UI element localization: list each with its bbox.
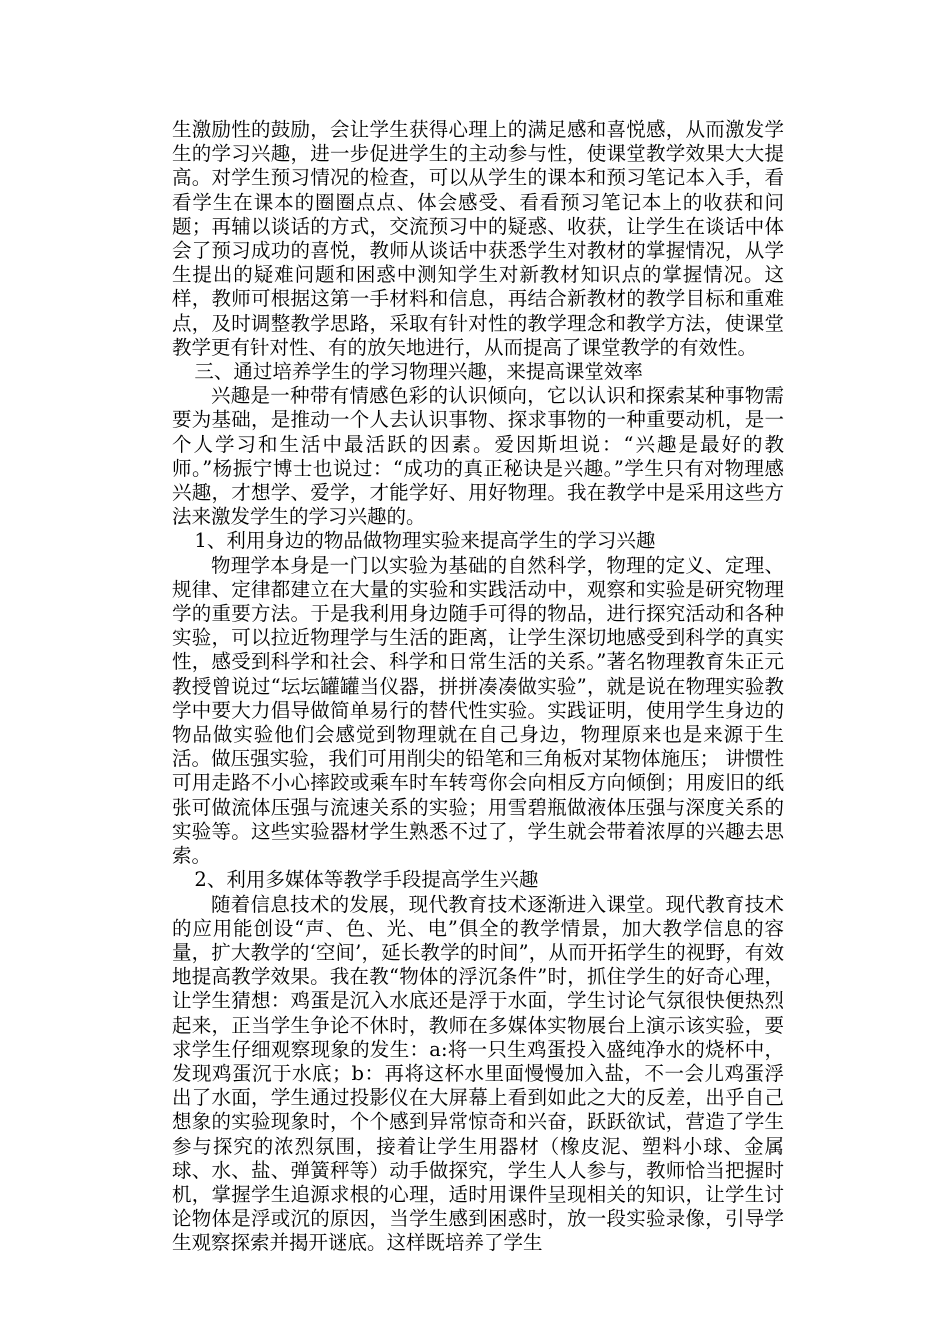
paragraph-interest: 兴趣是一种带有情感色彩的认识倾向，它以认识和探索某种事物需要为基础，是推动一个人去认识事物、探求事物的一种重要动机，是一个人学习和生活中最活跃的因素。爱因斯坦说：“兴趣是最好的教师。”杨振宁博士也说过：“成功的真正秘诀是兴趣。”学生只有对物理感兴趣，才想学、爱学，才能学好、用好物理。我在教学中是采用这些方法来激发学生的学习兴趣的。 [172, 384, 784, 529]
paragraph-multimedia: 随着信息技术的发展，现代教育技术逐渐进入课堂。现代教育技术的应用能创设“声、色、光、电”俱全的教学情景，加大教学信息的容量，扩大教学的‘空间’，延长教学的时间”，从而开拓学生的视野，有效地提高教学效果。我在教“物体的浮沉条件”时，抓住学生的好奇心理，让学生猜想：鸡蛋是沉入水底还是浮于水面，学生讨论气氛很快便热烈起来，正当学生争论不休时，教师在多媒体实物展台上演示该实验，要求学生仔细观察现象的发生：a:将一只生鸡蛋投入盛纯净水的烧杯中，发现鸡蛋沉于水底；b：再将这杯水里面慢慢加入盐，不一会儿鸡蛋浮出了水面，学生通过投影仪在大屏幕上看到如此之大的反差，出乎自己想象的实验现象时，个个感到异常惊奇和兴奋，跃跃欲试，营造了学生参与探究的浓烈氛围，接着让学生用器材（橡皮泥、塑料小球、金属球、水、盐、弹簧秤等）动手做探究，学生人人参与，教师恰当把握时机，掌握学生追源求根的心理，适时用课件呈现相关的知识，让学生讨论物体是浮或沉的原因，当学生感到困惑时，放一段实验录像，引导学生观察探索并揭开谜底。这样既培养了学生 [172, 892, 784, 1255]
section-heading-3: 三、通过培养学生的学习物理兴趣，来提高课堂效率 [194, 360, 643, 384]
subheading-1: 1、利用身边的物品做物理实验来提高学生的学习兴趣 [194, 529, 656, 553]
document-body [172, 118, 784, 1256]
subheading-2: 2、利用多媒体等教学手段提高学生兴趣 [194, 868, 539, 892]
paragraph-experiments: 物理学本身是一门以实验为基础的自然科学，物理的定义、定理、规律、定律都建立在大量的实验和实践活动中，观察和实验是研究物理学的重要方法。于是我利用身边随手可得的物品，进行探究活动和各种实验，可以拉近物理学与生活的距离，让学生深切地感受到科学的真实性，感受到科学和社会、科学和日常生活的关系。”著名物理教育朱正元教授曾说过“坛坛罐罐当仪器，拼拼凑凑做实验”，就是说在物理实验教学中要大力倡导做简单易行的替代性实验。实践证明，使用学生身边的物品做实验他们会感觉到物理就在自己身边，物理原来也是来源于生活。做压强实验，我们可用削尖的铅笔和三角板对某物体施压； 讲惯性可用走路不小心摔跤或乘车时车转弯你会向相反方向倾倒；用废旧的纸张可做流体压强与流速关系的实验；用雪碧瓶做液体压强与深度关系的实验等。这些实验器材学生熟悉不过了，学生就会带着浓厚的兴趣去思索。 [172, 553, 784, 868]
paragraph-continued: 生激励性的鼓励，会让学生获得心理上的满足感和喜悦感，从而激发学生的学习兴趣，进一步促进学生的主动参与性，使课堂教学效果大大提高。对学生预习情况的检查，可以从学生的课本和预习笔记本入手，看看学生在课本的圈圈点点、体会感受、看看预习笔记本上的收获和问题；再辅以谈话的方式，交流预习中的疑惑、收获，让学生在谈话中体会了预习成功的喜悦，教师从谈话中获悉学生对教材的掌握情况，从学生提出的疑难问题和困惑中测知学生对新教材知识点的掌握情况。这样，教师可根据这第一手材料和信息，再结合新教材的教学目标和重难点，及时调整教学思路，采取有针对性的教学理念和教学方法，使课堂教学更有针对性、有的放矢地进行，从而提高了课堂教学的有效性。 [172, 118, 784, 359]
